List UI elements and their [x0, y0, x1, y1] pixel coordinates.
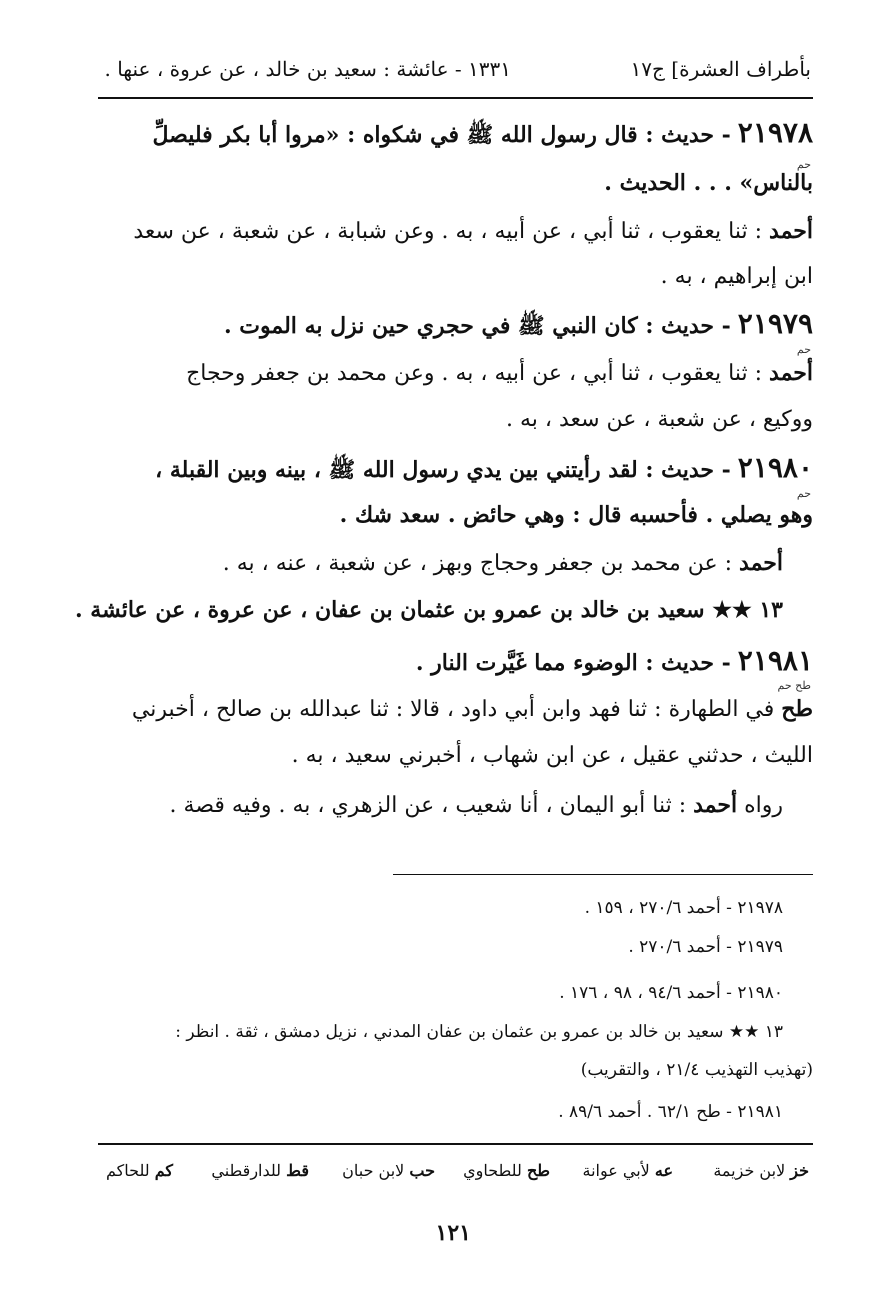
chain-21979-line2: ووكيع ، عن شعبة ، عن سعد ، به . — [505, 407, 813, 432]
header-rule — [98, 97, 813, 99]
chain-21980-line1 — [223, 548, 783, 579]
chain-21981-line3 — [170, 790, 783, 821]
abbreviation-rule — [98, 1143, 813, 1145]
hadith-text: - حديث : قال رسول الله ﷺ في شكواه : «مروا أبا بكر فليصلِّ — [152, 122, 731, 148]
chain-21981-line1 — [132, 694, 813, 725]
source-marker: حم — [796, 487, 811, 500]
header-title: بأطراف العشرة] ج١٧ — [630, 57, 811, 81]
chain-text: : ثنا أبو اليمان ، أنا شعيب ، عن الزهري ، به . وفيه قصة . — [169, 793, 687, 818]
page-number: ١٢١ — [435, 1220, 471, 1246]
chain-21981-line2: الليث ، حدثني عقيل ، عن ابن شهاب ، أخبرني سعيد ، به . — [291, 743, 813, 768]
hadith-entry-21980-line1 — [155, 453, 813, 486]
source-marker: طح حم — [777, 679, 811, 692]
abbreviation-th: طح للطحاوي — [463, 1161, 550, 1180]
hadith-entry-21980-line2: وهو يصلي . فأحسبه قال : وهي حائض . سعد شك . — [339, 502, 813, 528]
footnote-21981: ٢١٩٨١ - طح ٦٢/١ . أحمد ٨٩/٦ . — [558, 1102, 783, 1122]
source-marker: حم — [796, 343, 811, 356]
footnote-narrator: ١٣ ★★ سعيد بن خالد بن عمرو بن عثمان بن عفان المدني ، نزيل دمشق ، ثقة . انظر : — [175, 1022, 783, 1042]
source-label: أحمد — [769, 218, 813, 244]
hadith-entry-21981-line1 — [416, 646, 813, 679]
chain-text: : ثنا يعقوب ، ثنا أبي ، عن أبيه ، به . وعن محمد بن جعفر وحجاج — [186, 361, 763, 386]
hadith-entry-21979-line1 — [224, 309, 813, 342]
abbreviation-qt: قط للدارقطني — [211, 1161, 309, 1180]
header-running-title: ١٣٣١ - عائشة : سعيد بن خالد ، عن عروة ، عنها . — [104, 57, 511, 81]
footnote-21978: ٢١٩٧٨ - أحمد ٢٧٠/٦ ، ١٥٩ . — [584, 898, 783, 918]
hadith-entry-21978-line2: بالناس» . . . الحديث . — [604, 170, 813, 196]
source-label: أحمد — [739, 550, 783, 576]
hadith-number: ٢١٩٨١ — [737, 644, 813, 677]
hadith-text: - حديث : كان النبي ﷺ في حجري حين نزل به الموت . — [223, 313, 731, 339]
footnote-21979: ٢١٩٧٩ - أحمد ٢٧٠/٦ . — [628, 937, 783, 957]
source-label: أحمد — [769, 360, 813, 386]
abbreviation-km: كم للحاكم — [106, 1161, 173, 1180]
abbreviation-khz: خز لابن خزيمة — [713, 1161, 809, 1180]
footnote-rule — [393, 874, 813, 875]
chain-text: : عن محمد بن جعفر وحجاج وبهز ، عن شعبة ، عنه ، به . — [222, 551, 733, 576]
footnote-narrator-ref: (تهذيب التهذيب ٢١/٤ ، والتقريب) — [580, 1060, 813, 1080]
abbreviation-hb: حب لابن حبان — [342, 1161, 435, 1180]
chain-21978-line2: ابن إبراهيم ، به . — [660, 264, 813, 289]
chain-text: في الطهارة : ثنا فهد وابن أبي داود ، قالا : ثنا عبدالله بن صالح ، أخبرني — [131, 697, 775, 722]
chain-text: : ثنا يعقوب ، ثنا أبي ، عن أبيه ، به . وعن شبابة ، عن شعبة ، عن سعد — [133, 219, 763, 244]
chain-prefix: رواه — [744, 793, 783, 818]
chain-21979-line1 — [186, 358, 813, 389]
hadith-number: ٢١٩٨٠ — [737, 451, 813, 484]
source-label: أحمد — [693, 792, 738, 818]
hadith-text: - حديث : لقد رأيتني بين يدي رسول الله ﷺ ، بينه وبين القبلة ، — [155, 457, 731, 483]
source-label: طح — [781, 696, 813, 722]
narrator-heading: ١٣ ★★ سعيد بن خالد بن عمرو بن عثمان بن عفان ، عن عروة ، عن عائشة . — [74, 597, 783, 623]
footnote-21980: ٢١٩٨٠ - أحمد ٩٤/٦ ، ٩٨ ، ١٧٦ . — [559, 983, 783, 1003]
hadith-number: ٢١٩٧٨ — [737, 116, 813, 149]
source-marker: حم — [796, 158, 811, 171]
hadith-entry-21978-line1 — [153, 118, 813, 151]
hadith-number: ٢١٩٧٩ — [737, 307, 813, 340]
chain-21978-line1 — [133, 216, 813, 247]
abbreviation-ah: عه لأبي عوانة — [582, 1161, 673, 1180]
hadith-text: - حديث : الوضوء مما غَيَّرت النار . — [415, 650, 731, 676]
